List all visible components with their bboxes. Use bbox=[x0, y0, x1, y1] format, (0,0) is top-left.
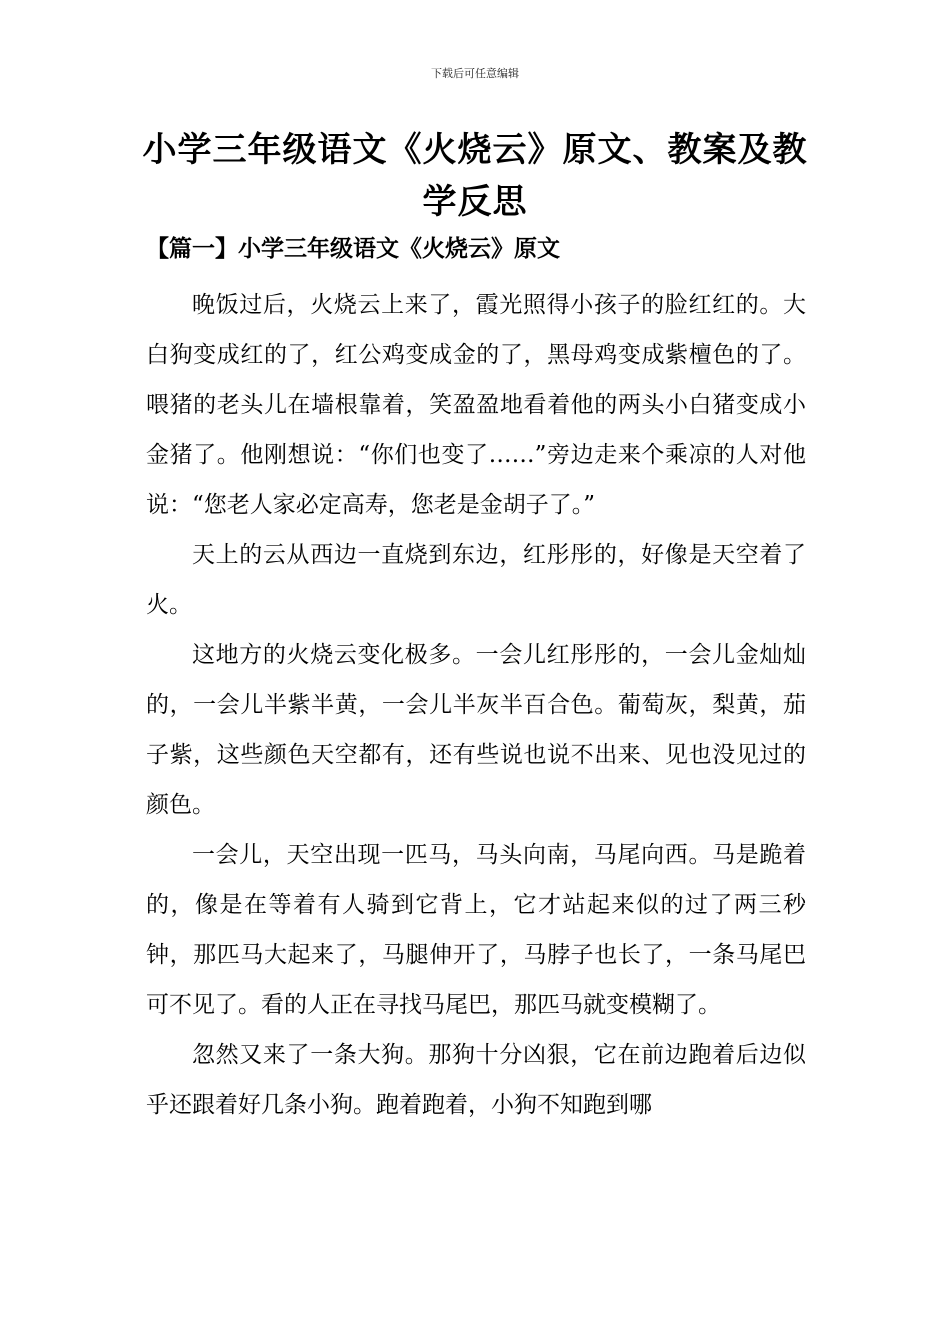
paragraph: 天上的云从西边一直烧到东边，红彤彤的，好像是天空着了火。 bbox=[146, 542, 806, 618]
paragraph: 一会儿，天空出现一匹马，马头向南，马尾向西。马是跪着的，像是在等着有人骑到它背上，它才站起来似的过了两三秒钟，那匹马大起来了，马腿伸开了，马脖子也长了，一条马尾巴可不见了。看的人正在寻找马尾巴，那匹马就变模糊了。 bbox=[146, 842, 806, 1018]
document-title: 小学三年级语文《火烧云》原文、教案及教学反思 bbox=[142, 130, 808, 222]
paragraph: 这地方的火烧云变化极多。一会儿红彤彤的，一会儿金灿灿的，一会儿半紫半黄，一会儿半灰半百合色。葡萄灰，梨黄，茄子紫，这些颜色天空都有，还有些说也说不出来、见也没见过的颜色。 bbox=[146, 642, 806, 818]
section-heading: 【篇一】小学三年级语文《火烧云》原文 bbox=[146, 235, 560, 262]
header-note: 下载后可任意编辑 bbox=[431, 67, 519, 80]
paragraph: 忽然又来了一条大狗。那狗十分凶狠，它在前边跑着后边似乎还跟着好几条小狗。跑着跑着，小狗不知跑到哪 bbox=[146, 1042, 806, 1118]
body-text bbox=[146, 280, 806, 1130]
paragraph: 晚饭过后，火烧云上来了，霞光照得小孩子的脸红红的。大白狗变成红的了，红公鸡变成金的了，黑母鸡变成紫檀色的了。喂猪的老头儿在墙根靠着，笑盈盈地看着他的两头小白猪变成小金猪了。他刚想说：“你们也变了……”旁边走来个乘凉的人对他说：“您老人家必定高寿，您老是金胡子了。” bbox=[146, 292, 806, 518]
